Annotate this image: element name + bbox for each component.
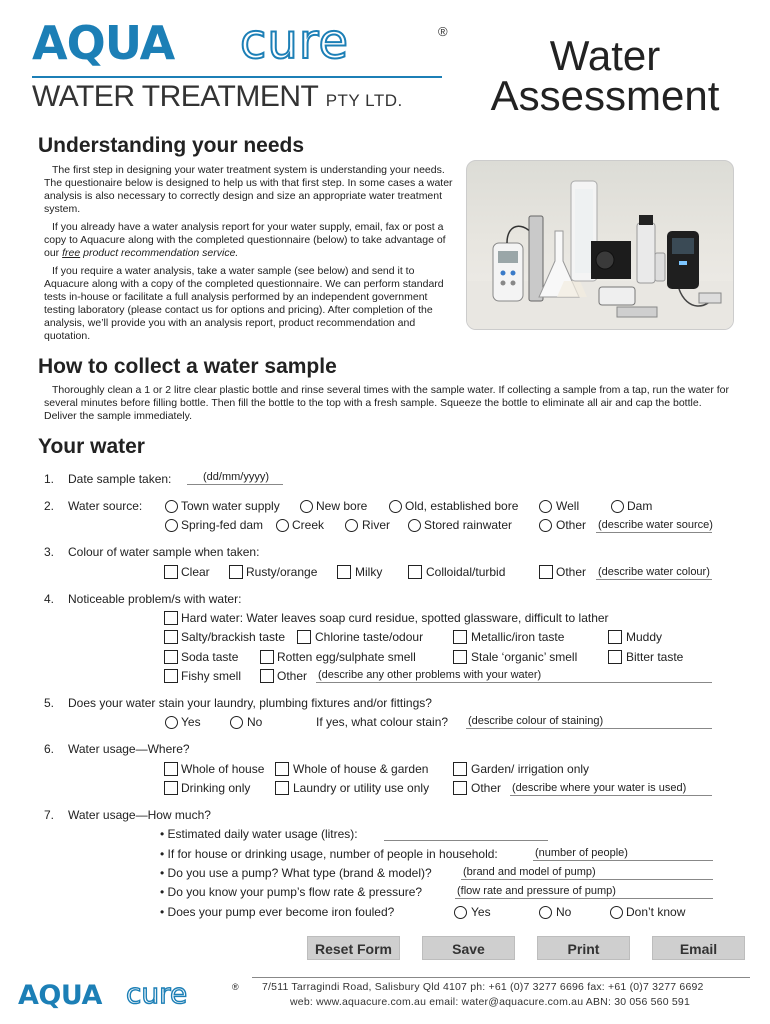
opt-colloidal: Colloidal/turbid bbox=[426, 565, 506, 579]
needs-p2-free: free bbox=[62, 247, 81, 259]
opt-hard-water: Hard water: Water leaves soap curd residue, spotted glassware, difficult to lather bbox=[181, 611, 609, 625]
opt-spring-fed-dam: Spring-fed dam bbox=[181, 518, 264, 532]
radio-town-water[interactable] bbox=[165, 500, 178, 513]
check-colloidal[interactable] bbox=[408, 565, 422, 579]
opt-drinking: Drinking only bbox=[181, 781, 251, 795]
check-garden-only[interactable] bbox=[453, 762, 467, 776]
check-bitter[interactable] bbox=[608, 650, 622, 664]
pump-brand-field[interactable]: (brand and model of pump) bbox=[461, 866, 713, 880]
q7-daily-usage-label: • Estimated daily water usage (litres): bbox=[160, 827, 358, 841]
footer-logo-cure: cure bbox=[126, 977, 188, 1010]
opt-town-water: Town water supply bbox=[181, 499, 280, 513]
opt-milky: Milky bbox=[355, 565, 383, 579]
check-milky[interactable] bbox=[337, 565, 351, 579]
page-title bbox=[470, 32, 740, 119]
people-count-field[interactable]: (number of people) bbox=[533, 847, 713, 861]
q3-number: 3. bbox=[44, 545, 55, 559]
footer-registered-mark: ® bbox=[232, 982, 239, 992]
brand-logo-cure: cure bbox=[240, 14, 350, 70]
footer-logo-aqua: AQUA bbox=[18, 980, 102, 1011]
check-metallic[interactable] bbox=[453, 630, 467, 644]
radio-new-bore[interactable] bbox=[300, 500, 313, 513]
check-laundry[interactable] bbox=[275, 781, 289, 795]
opt-creek: Creek bbox=[292, 518, 325, 532]
opt-stale: Stale ‘organic’ smell bbox=[471, 650, 578, 664]
check-salty[interactable] bbox=[164, 630, 178, 644]
check-colour-other[interactable] bbox=[539, 565, 553, 579]
q4-label: Noticeable problem/s with water: bbox=[68, 592, 242, 606]
check-usage-other[interactable] bbox=[453, 781, 467, 795]
radio-well[interactable] bbox=[539, 500, 552, 513]
check-rusty-orange[interactable] bbox=[229, 565, 243, 579]
check-whole-house[interactable] bbox=[164, 762, 178, 776]
radio-stain-no[interactable] bbox=[230, 716, 243, 729]
footer-contact: web: www.aquacure.com.au email: water@aquacure.com.au ABN: 30 056 560 591 bbox=[290, 996, 690, 1008]
radio-spring-fed-dam[interactable] bbox=[165, 519, 178, 532]
radio-iron-dont-know[interactable] bbox=[610, 906, 623, 919]
check-drinking[interactable] bbox=[164, 781, 178, 795]
opt-usage-other: Other bbox=[471, 781, 502, 795]
opt-well: Well bbox=[556, 499, 580, 513]
check-rotten-egg[interactable] bbox=[260, 650, 274, 664]
q1-label: Date sample taken: bbox=[68, 472, 172, 486]
q5-label: Does your water stain your laundry, plumbing fixtures and/or fittings? bbox=[68, 696, 432, 710]
opt-soda: Soda taste bbox=[181, 650, 239, 664]
opt-garden-only: Garden/ irrigation only bbox=[471, 762, 590, 776]
opt-stain-yes: Yes bbox=[181, 715, 201, 729]
opt-laundry: Laundry or utility use only bbox=[293, 781, 430, 795]
opt-old-bore: Old, established bore bbox=[405, 499, 519, 513]
q1-number: 1. bbox=[44, 472, 55, 486]
page-title-line1: Water bbox=[549, 32, 661, 79]
q6-label: Water usage—Where? bbox=[68, 742, 190, 756]
opt-clear: Clear bbox=[181, 565, 210, 579]
brand-subtitle-small: PTY LTD. bbox=[325, 91, 403, 110]
needs-p2-tail: product recommendation service. bbox=[80, 247, 239, 259]
radio-iron-yes[interactable] bbox=[454, 906, 467, 919]
opt-iron-yes: Yes bbox=[471, 905, 491, 919]
usage-other-field[interactable]: (describe where your water is used) bbox=[510, 782, 712, 796]
radio-dam[interactable] bbox=[611, 500, 624, 513]
opt-house-garden: Whole of house & garden bbox=[293, 762, 429, 776]
q7-people-label: • If for house or drinking usage, number of people in household: bbox=[160, 847, 498, 861]
opt-bitter: Bitter taste bbox=[626, 650, 684, 664]
radio-creek[interactable] bbox=[276, 519, 289, 532]
opt-new-bore: New bore bbox=[316, 499, 368, 513]
opt-rusty-orange: Rusty/orange bbox=[246, 565, 318, 579]
brand-subtitle bbox=[32, 82, 403, 112]
collect-paragraph: Thoroughly clean a 1 or 2 litre clear plastic bottle and rinse several times with the sample water. If collecting a sample from a tap, run the water for several minutes before filling bottle. Then fill the bottle to the top with a fresh sample. Squeeze the bottle to eliminate all air and cap the bottle. Deliver the sample immediately. bbox=[44, 384, 729, 422]
radio-source-other[interactable] bbox=[539, 519, 552, 532]
needs-paragraph-1: The first step in designing your water treatment system is understanding your needs. The questionaire below is designed to help us with that first step. In some cases a water analysis is also necessary to correctly design and size an appropriate water treatment system. bbox=[44, 164, 453, 215]
q5-number: 5. bbox=[44, 696, 55, 710]
opt-rotten-egg: Rotten egg/sulphate smell bbox=[277, 650, 416, 664]
radio-old-bore[interactable] bbox=[389, 500, 402, 513]
problem-other-field[interactable]: (describe any other problems with your water) bbox=[316, 669, 712, 683]
equipment-illustration bbox=[467, 161, 734, 330]
water-source-other-field[interactable]: (describe water source) bbox=[598, 519, 713, 531]
registered-mark: ® bbox=[438, 24, 448, 39]
opt-stain-no: No bbox=[247, 715, 263, 729]
check-hard-water[interactable] bbox=[164, 611, 178, 625]
check-chlorine[interactable] bbox=[297, 630, 311, 644]
save-button[interactable]: Save bbox=[422, 936, 515, 960]
opt-iron-no: No bbox=[556, 905, 572, 919]
opt-whole-house: Whole of house bbox=[181, 762, 265, 776]
water-testing-equipment-photo bbox=[466, 160, 734, 330]
q3-label: Colour of water sample when taken: bbox=[68, 545, 260, 559]
print-button[interactable]: Print bbox=[537, 936, 630, 960]
opt-chlorine: Chlorine taste/odour bbox=[315, 630, 424, 644]
brand-logo-aqua: AQUA bbox=[32, 16, 175, 70]
q2-label: Water source: bbox=[68, 499, 143, 513]
opt-problem-other: Other bbox=[277, 669, 308, 683]
radio-river[interactable] bbox=[345, 519, 358, 532]
needs-paragraph-2 bbox=[44, 221, 454, 260]
your-water-heading: Your water bbox=[38, 435, 145, 458]
pump-flow-field[interactable]: (flow rate and pressure of pump) bbox=[455, 885, 713, 899]
opt-fishy: Fishy smell bbox=[181, 669, 242, 683]
opt-colour-other: Other bbox=[556, 565, 587, 579]
stain-colour-field[interactable]: (describe colour of staining) bbox=[466, 715, 712, 729]
needs-p2-text: If you already have a water analysis report for your water supply, email, fax or post a copy to Aquacure along with the completed questionnaire (below) to take advantage of our bbox=[44, 221, 446, 259]
q7-flow-label: • Do you know your pump’s flow rate & pressure? bbox=[160, 885, 423, 899]
q7-iron-label: • Does your pump ever become iron fouled? bbox=[160, 905, 395, 919]
opt-muddy: Muddy bbox=[626, 630, 663, 644]
q7-label: Water usage—How much? bbox=[68, 808, 211, 822]
needs-paragraph-3: If you require a water analysis, take a water sample (see below) and send it to Aquacure along with a copy of the completed questionnaire. We can perform standard tests in-house or facilitate a full analysis performed by an independent government testing laboratory (please contact us for options and pricing). After completion of the analysis, we’ll provide you with an analysis report, product recommendation and quotation. bbox=[44, 265, 444, 342]
check-house-garden[interactable] bbox=[275, 762, 289, 776]
page-title-line2: Assessment bbox=[490, 72, 720, 119]
stain-colour-label: If yes, what colour stain? bbox=[316, 715, 449, 729]
opt-dam: Dam bbox=[627, 499, 653, 513]
q7-number: 7. bbox=[44, 808, 55, 822]
logo-divider bbox=[32, 76, 442, 78]
opt-river: River bbox=[362, 518, 391, 532]
check-fishy[interactable] bbox=[164, 669, 178, 683]
brand-subtitle-main: WATER TREATMENT bbox=[32, 80, 318, 113]
opt-stored-rainwater: Stored rainwater bbox=[424, 518, 513, 532]
check-clear[interactable] bbox=[164, 565, 178, 579]
needs-heading: Understanding your needs bbox=[38, 134, 305, 157]
radio-stored-rainwater[interactable] bbox=[408, 519, 421, 532]
reset-form-button[interactable]: Reset Form bbox=[307, 936, 400, 960]
q7-pump-label: • Do you use a pump? What type (brand & model)? bbox=[160, 866, 432, 880]
email-button[interactable]: Email bbox=[652, 936, 745, 960]
check-stale[interactable] bbox=[453, 650, 467, 664]
date-sample-field[interactable]: (dd/mm/yyyy) bbox=[187, 471, 283, 485]
radio-iron-no[interactable] bbox=[539, 906, 552, 919]
water-colour-other-field[interactable]: (describe water colour) bbox=[596, 566, 712, 580]
collect-heading: How to collect a water sample bbox=[38, 355, 337, 378]
q4-number: 4. bbox=[44, 592, 55, 606]
q2-number: 2. bbox=[44, 499, 55, 513]
opt-metallic: Metallic/iron taste bbox=[471, 630, 565, 644]
check-problem-other[interactable] bbox=[260, 669, 274, 683]
footer-address: 7/511 Tarragindi Road, Salisbury Qld 4107 ph: +61 (0)7 3277 6696 fax: +61 (0)7 3277 6692 bbox=[262, 981, 704, 993]
footer-divider bbox=[252, 977, 750, 978]
daily-usage-field[interactable] bbox=[384, 828, 548, 841]
q6-number: 6. bbox=[44, 742, 55, 756]
opt-iron-dont-know: Don’t know bbox=[626, 905, 686, 919]
radio-stain-yes[interactable] bbox=[165, 716, 178, 729]
opt-source-other: Other bbox=[556, 518, 587, 532]
check-muddy[interactable] bbox=[608, 630, 622, 644]
opt-salty: Salty/brackish taste bbox=[181, 630, 286, 644]
check-soda[interactable] bbox=[164, 650, 178, 664]
